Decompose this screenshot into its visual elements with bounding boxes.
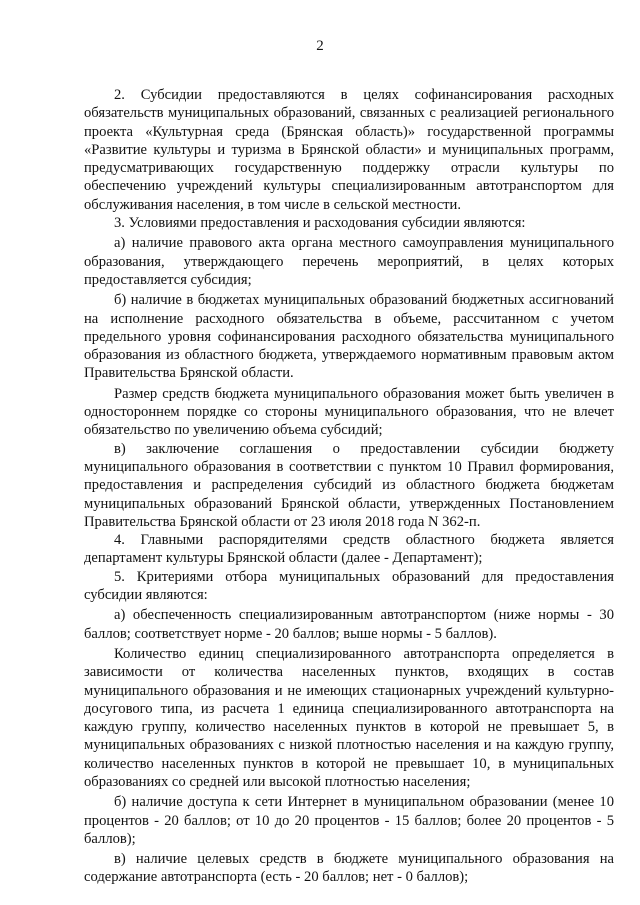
document-body	[84, 86, 614, 887]
page-number: 2	[316, 38, 324, 54]
paragraph-3-conditions-heading: 3. Условиями предоставления и расходования субсидии являются:	[114, 215, 526, 232]
paragraph-3b-budget-allocations: б) наличие в бюджетах муниципальных образований бюджетных ассигнований на исполнение расходного обязательства в объеме, рассчитанном с учетом предельного уровня софинансирования расходного обязательства муниципального образования из областного бюджета, утверждаемого нормативным правовым актом Правительства Брянской области.	[84, 292, 614, 382]
paragraph-budget-increase: Размер средств бюджета муниципального образования может быть увеличен в одностороннем порядке со стороны муниципального образования, что не влечет обязательство по увеличению объема субсидий;	[84, 385, 614, 439]
paragraph-4-main-administrators: 4. Главными распорядителями средств областного бюджета является департамент культуры Брянской области (далее - Департамент);	[84, 532, 614, 567]
paragraph-5a-transport-provision: а) обеспеченность специализированным автотранспортом (ниже нормы - 30 баллов; соответствует норме - 20 баллов; выше нормы - 5 баллов).	[84, 607, 614, 642]
paragraph-vehicle-count: Количество единиц специализированного автотранспорта определяется в зависимости от количества населенных пунктов, входящих в состав муниципального образования и не имеющих стационарных учреждений культурно-досугового типа, из расчета 1 единица специализированного автотранспорта на каждую группу, количество населенных пунктов в которой не превышает 5, в муниципальных образованиях с низкой плотностью населения и на каждую группу, количество населенных пунктов в которой не превышает 10, в муниципальных образованиях со средней или высокой плотностью населения;	[84, 645, 614, 790]
paragraph-3c-agreement: в) заключение соглашения о предоставлении субсидии бюджету муниципального образования в соответствии с пунктом 10 Правил формирования, предоставления и распределения субсидий из областного бюджета бюджетам муниципальных образований Брянской области, утвержденных Постановлением Правительства Брянской области от 23 июля 2018 года N 362-п.	[84, 440, 614, 530]
paragraph-2-subsidy-purpose: 2. Субсидии предоставляются в целях софинансирования расходных обязательств муниципальных образований, связанных с реализацией регионального проекта «Культурная среда (Брянская область)» государственной программы «Развитие культуры и туризма в Брянской области» и муниципальных программ, предусматривающих государственную поддержку отрасли культуры по обеспечению учреждений культуры специализированным автотранспортом для обслуживания населения, в том числе в сельской местности.	[84, 87, 614, 213]
paragraph-5c-target-funds: в) наличие целевых средств в бюджете муниципального образования на содержание автотранспорта (есть - 20 баллов; нет - 0 баллов);	[84, 851, 614, 886]
paragraph-5-criteria-heading: 5. Критериями отбора муниципальных образований для предоставления субсидии являются:	[84, 568, 614, 604]
paragraph-5b-internet-access: б) наличие доступа к сети Интернет в муниципальном образовании (менее 10 процентов - 20 баллов; от 10 до 20 процентов - 15 баллов; более 20 процентов - 5 баллов);	[84, 794, 614, 847]
paragraph-3a-legal-act: а) наличие правового акта органа местного самоуправления муниципального образования, утверждающего перечень мероприятий, в целях которых предоставляется субсидия;	[84, 235, 614, 288]
